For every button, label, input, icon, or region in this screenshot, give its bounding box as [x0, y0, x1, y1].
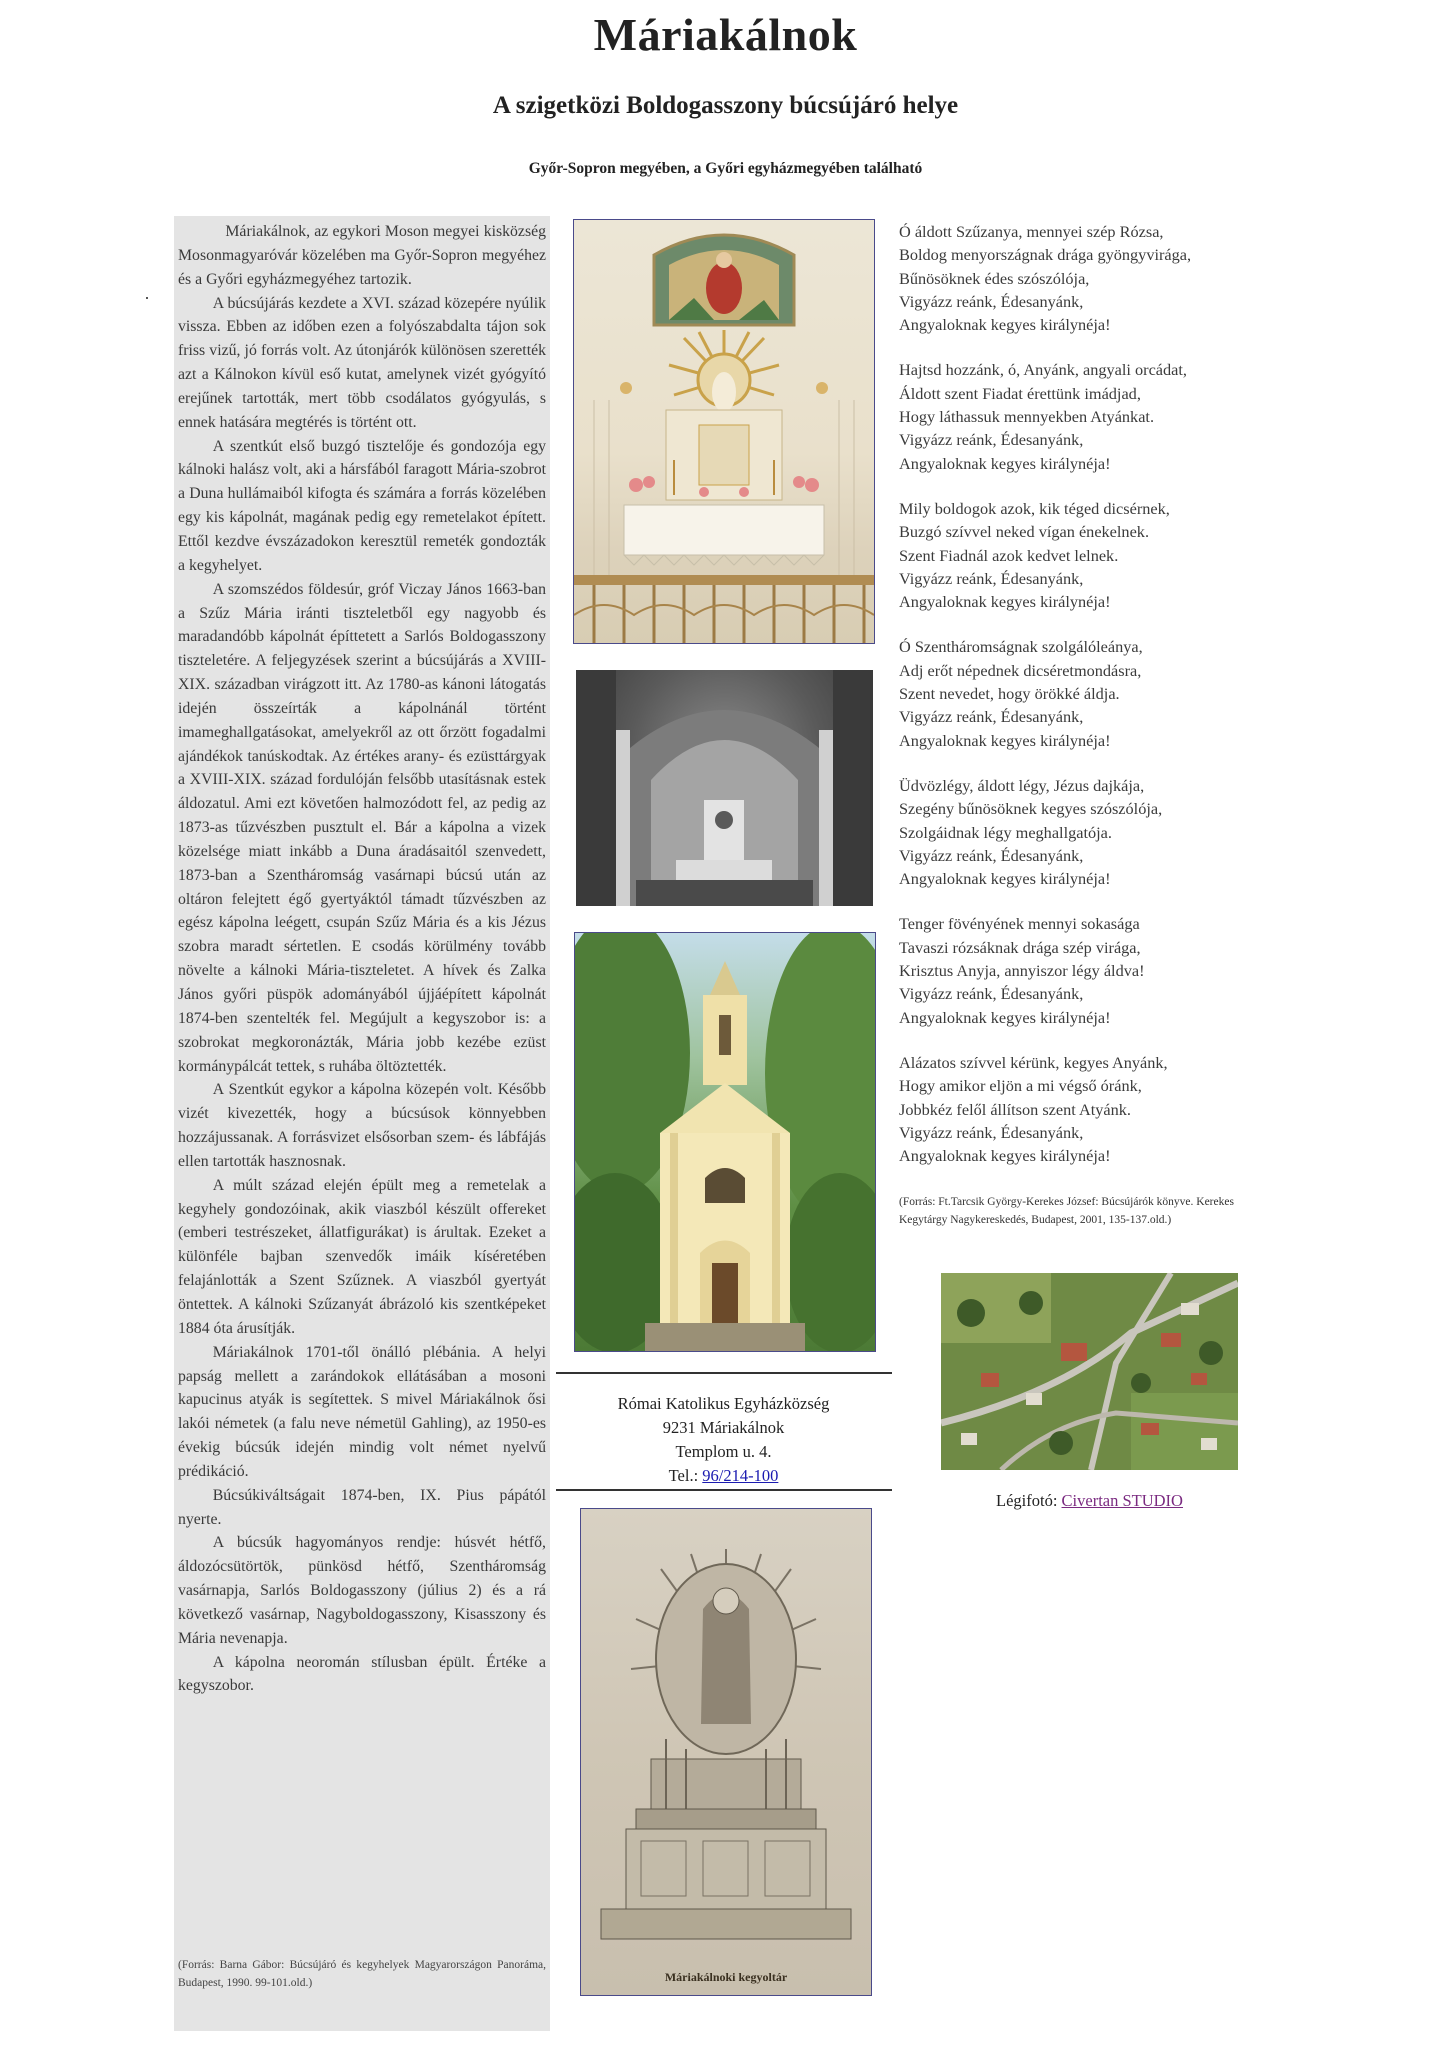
hymn-line: Mily boldogok azok, kik téged dicsérnek,	[899, 498, 1170, 518]
hymn-source: (Forrás: Ft.Tarcsik György-Kerekes József: Búcsújárók könyve. Kerekes Kegytárgy Nagykereskedés, Budapest, 2001, 135-137.old.)	[899, 1196, 1234, 1226]
history-paragraph: Máriakálnok 1701-től önálló plébánia. A helyi papság mellett a zarándokok ellátásában a mosoni kapucinus atyák is segítettek. S mivel Máriakálnok ősi lakói németek (a falu neve németül Gahling), az 1950-es évekig búcsúk idején mindig volt német nyelvű prédikáció.	[178, 1343, 546, 1480]
history-paragraph: A múlt század elején épült meg a remetelak a kegyhely gondozóinak, akik viaszból készült offereket (emberi testrészeket, állatfigurákat) is árultak. Ezeket a különféle bajban szenvedők imáik kíséretében felajánlották a Szent Szűznek. A viaszból gyertyát öntettek. A kálnoki Szűzanyát ábrázoló kis szentképeket 1884 óta árusítják.	[178, 1176, 546, 1337]
hymn-line: Hogy amikor eljön a mi végső óránk,	[899, 1076, 1142, 1096]
hymn-stanza	[899, 912, 1289, 1028]
history-paragraph: A szentkút első buzgó tisztelője és gondozója egy kálnoki halász volt, aki a hársfából faragott Mária-szobrot a Duna hullámaiból kifogta és számára a forrás közelében egy kis kápolnát, magának pedig egy remetelakot épített. Ettől kezdve évszázadokon keresztül remeték gondozták a kegyhelyet.	[178, 437, 546, 574]
old-altar-caption: Máriakálnoki kegyoltár	[664, 1970, 788, 1984]
hymn-line: Hogy láthassuk mennyekben Atyánkat.	[899, 407, 1155, 427]
hymn-line: Boldog menyországnak drága gyöngyvirága,	[899, 245, 1192, 265]
hymn-stanza	[899, 497, 1289, 613]
church-photo	[574, 932, 876, 1352]
history-paragraph: Búcsúkiváltságait 1874-ben, IX. Pius pápától nyerte.	[178, 1486, 546, 1528]
church-illustration	[575, 933, 875, 1351]
hymn-stanza	[899, 774, 1289, 890]
hymn-line: Adj erőt népednek dicséretmondásra,	[899, 660, 1142, 680]
hymn-line: Vigyázz reánk, Édesanyánk,	[899, 845, 1084, 865]
hymn-line: Angyaloknak kegyes királynéja!	[899, 453, 1111, 473]
aerial-caption-label: Légifotó:	[996, 1491, 1062, 1510]
location-line: Győr-Sopron megyében, a Győri egyházmegyében található	[528, 160, 923, 177]
parish-name: Római Katolikus Egyházközség	[617, 1394, 830, 1413]
hymn-line: Szegény bűnösöknek kegyes szószólója,	[899, 799, 1163, 819]
hymn-stanza	[899, 1051, 1289, 1167]
hymn-line: Vigyázz reánk, Édesanyánk,	[899, 984, 1084, 1004]
parish-town: 9231 Máriakálnok	[662, 1418, 785, 1437]
history-paragraph: Máriakálnok, az egykori Moson megyei kisközség Mosonmagyaróvár közelében ma Győr-Sopron megyéhez és a Győri egyházmegyéhez tartozik.	[178, 223, 546, 288]
old-altar-illustration	[581, 1509, 871, 1995]
hymn-line: Alázatos szívvel kérünk, kegyes Anyánk,	[899, 1052, 1168, 1072]
hymn-line: Angyaloknak kegyes királynéja!	[899, 315, 1111, 335]
hymn-line: Szent nevedet, hogy örökké áldja.	[899, 684, 1120, 704]
parish-address	[556, 1392, 891, 1488]
hymn-line: Vigyázz reánk, Édesanyánk,	[899, 707, 1084, 727]
interior-photo	[576, 670, 873, 906]
phone-link[interactable]: 96/214-100	[702, 1466, 779, 1485]
aerial-photo	[941, 1273, 1238, 1470]
hymn-line: Vigyázz reánk, Édesanyánk,	[899, 568, 1084, 588]
altar-photo	[573, 219, 875, 644]
hymn-line: Üdvözlégy, áldott légy, Jézus dajkája,	[899, 775, 1145, 795]
hymn-line: Ó áldott Szűzanya, mennyei szép Rózsa,	[899, 222, 1164, 241]
hymn-line: Angyaloknak kegyes királynéja!	[899, 1007, 1111, 1027]
hymn-line: Szent Fiadnál azok kedvet lelnek.	[899, 545, 1119, 565]
hymn-line: Angyaloknak kegyes királynéja!	[899, 869, 1111, 889]
parish-phone-row	[556, 1464, 891, 1488]
hymn-line: Buzgó szívvel neked vígan énekelnek.	[899, 522, 1150, 542]
hymn-stanza	[899, 220, 1289, 336]
hymn-line: Angyaloknak kegyes királynéja!	[899, 730, 1111, 750]
divider-top	[556, 1372, 892, 1374]
parish-street: Templom u. 4.	[675, 1442, 772, 1461]
hymn-line: Angyaloknak kegyes királynéja!	[899, 1146, 1111, 1166]
hymn-line: Bűnösöknek édes szószólója,	[899, 268, 1090, 288]
hymn	[899, 220, 1289, 1189]
hymn-line: Vigyázz reánk, Édesanyánk,	[899, 1122, 1084, 1142]
history-column	[174, 216, 550, 2031]
hymn-line: Jobbkéz felől állítson szent Atyánk.	[899, 1099, 1131, 1119]
aerial-credit-link[interactable]: Civertan STUDIO	[1061, 1491, 1183, 1510]
hymn-line: Krisztus Anyja, annyiszor légy áldva!	[899, 961, 1145, 981]
hymn-line: Szolgáidnak légy meghallgatója.	[899, 822, 1112, 842]
aerial-illustration	[941, 1273, 1238, 1470]
page-subtitle: A szigetközi Boldogasszony búcsújáró helye	[492, 92, 959, 119]
hymn-line: Angyaloknak kegyes királynéja!	[899, 592, 1111, 612]
hymn-line: Vigyázz reánk, Édesanyánk,	[899, 291, 1084, 311]
hymn-line: Tenger fövényének mennyi sokasága	[899, 914, 1140, 934]
hymn-line: Ó Szentháromságnak szolgálóleánya,	[899, 637, 1143, 657]
hymn-line: Hajtsd hozzánk, ó, Anyánk, angyali orcádat,	[899, 360, 1187, 380]
interior-illustration	[576, 670, 873, 906]
history-paragraph: A szomszédos földesúr, gróf Viczay János 1663-ban a Szűz Mária iránti tiszteletből egy nagyobb és maradandóbb kápolnát építtetett a Sarlós Boldogasszony tiszteletére. A feljegyzések szerint a búcsújárás a XVIII-XIX. században virágzott itt. Az 1780-as kánoni látogatás idején összeírták a kápolnánál történt imameghallgatásokat, amelyekről az ott őrzött fogadalmi ajándékok tanúskodtak. Az értékes arany- és ezüsttárgyak a XVIII-XIX. század fordulóján felsőbb utasításnak estek áldozatul. Ami ezt követően halmozódott fel, az pedig az 1873-as tűzvészben pusztult el. Bár a kápolna a vizek közelsége miatt inkább a Duna áradásaitól szenvedett, 1873-ban a Szentháromság vasárnapi búcsú után az oltáron felejtett égő gyertyáktól támadt tűzvészben az egész kápolna leégett, csupán Szűz Mária és a kis Jézus szobra maradt sértetlen. E csodás körülmény tovább növelte a kálnoki Mária-tiszteletet. A hívek és Zalka János győri püspök adományából újjáépített kápolnát 1874-ben szentelték fel. Megújult a kegyszobor is: a szobrokat megkoronázták, Mária jobb kezébe ezüst kormánypálcát tettek, s ruhába öltöztették.	[178, 580, 546, 1075]
hymn-line: Tavaszi rózsáknak drága szép virága,	[899, 937, 1141, 957]
page-title: Máriakálnok	[593, 9, 858, 60]
old-altar-photo	[580, 1508, 872, 1996]
history-paragraph: A kápolna neoromán stílusban épült. Értéke a kegyszobor.	[178, 1653, 546, 1695]
hymn-stanza	[899, 635, 1289, 751]
hymn-line: Vigyázz reánk, Édesanyánk,	[899, 430, 1084, 450]
history-paragraph: A búcsújárás kezdete a XVI. század közepére nyúlik vissza. Ebben az időben ezen a folyószabdalta tájon sok friss vizű, jó forrás volt. Az útonjárók különösen szerették azt a Kálnokon kívül eső kutat, amelynek vizét gyógyító erejűnek tartották, mert több csodálatos gyógyulás, s ennek hatására megtérés is történt ott.	[178, 294, 546, 431]
hymn-stanza	[899, 358, 1289, 474]
hymn-line: Áldott szent Fiadat érettünk imádjad,	[899, 383, 1141, 403]
divider-bottom	[556, 1489, 892, 1491]
stray-dot	[146, 297, 148, 299]
aerial-caption	[941, 1491, 1238, 1511]
phone-label: Tel.:	[668, 1466, 703, 1485]
history-paragraph: A búcsúk hagyományos rendje: húsvét hétfő, áldozócsütörtök, pünkösd hétfő, Szentháromság vasárnapja, Sarlós Boldogasszony (július 2) és a rá következő vasárnap, Nagyboldogasszony, Kisasszony és Mária nevenapja.	[178, 1534, 546, 1647]
altar-illustration	[574, 220, 874, 643]
history-paragraph: A Szentkút egykor a kápolna közepén volt. Később vizét kivezették, hogy a búcsúsok könnyebben hozzájussanak. A forrásvizet elsősorban szem- és lábfájás ellen tartották hasznosnak.	[178, 1081, 546, 1170]
history-source: (Forrás: Barna Gábor: Búcsújáró és kegyhelyek Magyarországon Panoráma, Budapest, 1990. 99-101.old.)	[178, 1959, 546, 1989]
